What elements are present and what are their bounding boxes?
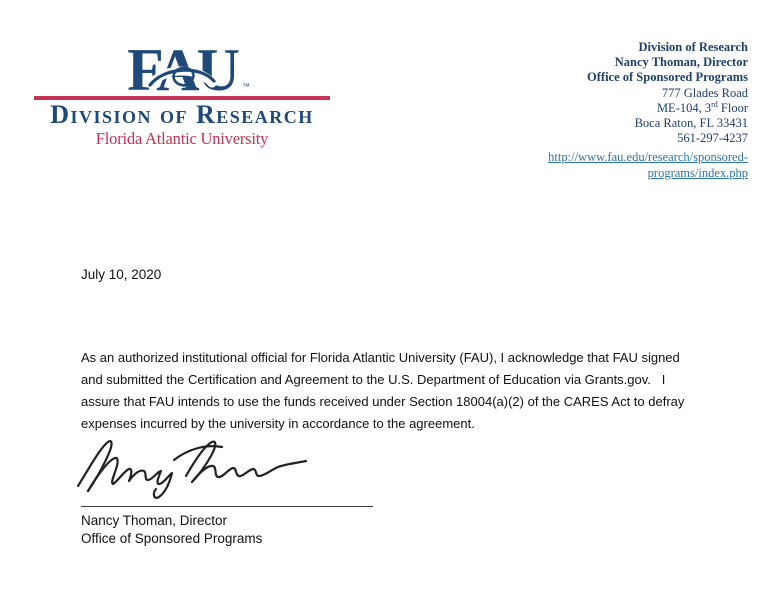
body-line: As an authorized institutional official for Florida Atlantic University (FAU), I acknowledge that FAU signed — [81, 350, 680, 365]
logo-university-text: Florida Atlantic University — [95, 128, 269, 148]
signature-strokes — [74, 436, 324, 500]
contact-street: 777 Glades Road — [661, 85, 748, 100]
ordinal-superscript: rd — [711, 99, 718, 109]
contact-phone: 561-297-4237 — [677, 131, 748, 146]
body-line: assure that FAU intends to use the funds received under Section 18004(a)(2) of the CARES Act to defray — [81, 394, 685, 409]
website-link-line1[interactable]: http://www.fau.edu/research/sponsored- — [548, 150, 748, 165]
contact-block — [548, 40, 748, 181]
contact-floor: ME-104, 3rd Floor — [656, 99, 748, 115]
letter-date: July 10, 2020 — [81, 267, 162, 282]
logo-division-text: Division of Research — [50, 99, 314, 129]
contact-city: Boca Raton, FL 33431 — [634, 116, 748, 131]
signer-title: Office of Sponsored Programs — [81, 530, 263, 546]
body-line: and submitted the Certification and Agreement to the U.S. Department of Education via Grants.gov. I — [81, 372, 666, 387]
fau-acronym: FAU — [127, 37, 237, 103]
signature-image — [74, 436, 324, 500]
signer-block — [81, 512, 262, 547]
contact-director: Nancy Thoman, Director — [614, 55, 748, 70]
contact-office: Office of Sponsored Programs — [587, 70, 748, 85]
trademark-symbol: ™ — [242, 82, 250, 91]
contact-division: Division of Research — [638, 40, 748, 54]
body-line: expenses incurred by the university in accordance to the agreement. — [81, 416, 475, 431]
fau-wordmark — [34, 37, 330, 103]
letter-body — [81, 347, 684, 435]
website-link[interactable] — [548, 150, 748, 180]
website-link-line2[interactable]: programs/index.php — [647, 165, 748, 180]
fau-logo — [34, 37, 330, 148]
signer-name: Nancy Thoman, Director — [81, 513, 228, 528]
signature-line — [81, 494, 373, 507]
